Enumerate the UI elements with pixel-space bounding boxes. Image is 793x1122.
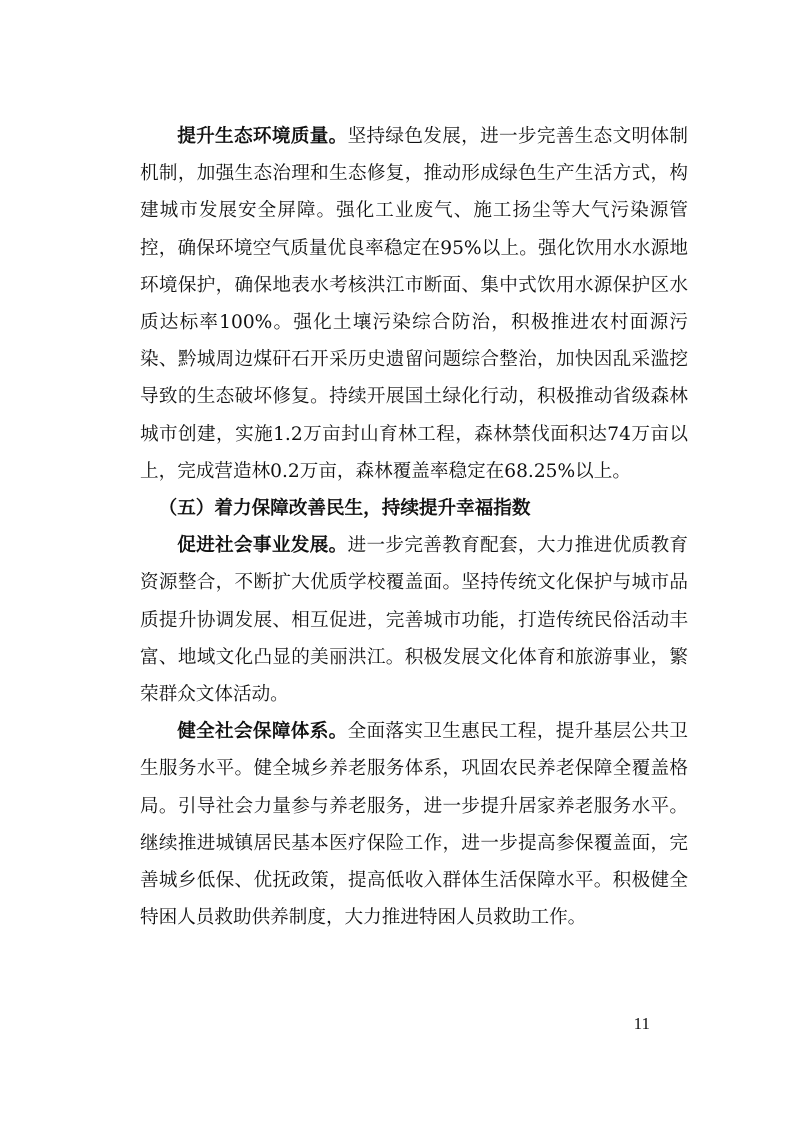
page-number: 11 (633, 1014, 650, 1033)
paragraph-social-undertakings (140, 527, 688, 713)
paragraph-lead: 健全社会保障体系。 (177, 721, 348, 743)
paragraph-social-security (140, 713, 688, 936)
paragraph-text: 全面落实卫生惠民工程，提升基层公共卫生服务水平。健全城乡养老服务体系，巩固农民养老保障全覆盖格局。引导社会力量参与养老服务，进一步提升居家养老服务水平。继续推进城镇居民基本医疗保险工作，进一步提高参保覆盖面，完善城乡低保、优抚政策，提高低收入群体生活保障水平。积极健全特困人员救助供养制度，大力推进特困人员救助工作。 (140, 721, 688, 929)
paragraph-text: 进一步完善教育配套，大力推进优质教育资源整合，不断扩大优质学校覆盖面。坚持传统文化保护与城市品质提升协调发展、相互促进，完善城市功能，打造传统民俗活动丰富、地域文化凸显的美丽洪江。积极发展文化体育和旅游事业，繁荣群众文体活动。 (140, 535, 688, 706)
paragraph-lead: 促进社会事业发展。 (177, 535, 348, 557)
body-text (140, 118, 688, 936)
paragraph-ecology (140, 118, 688, 490)
section-heading: （五）着力保障改善民生，持续提升幸福指数 (158, 498, 531, 520)
paragraph-text: 坚持绿色发展，进一步完善生态文明体制机制，加强生态治理和生态修复，推动形成绿色生产生活方式，构建城市发展安全屏障。强化工业废气、施工扬尘等大气污染源管控，确保环境空气质量优良率稳定在95%以上。强化饮用水水源地环境保护，确保地表水考核洪江市断面、集中式饮用水源保护区水质达标率100%。强化土壤污染综合防治，积极推进农村面源污染、黔城周边煤矸石开采历史遗留问题综合整治，加快因乱采滥挖导致的生态破坏修复。持续开展国土绿化行动，积极推动省级森林城市创建，实施1.2万亩封山育林工程，森林禁伐面积达74万亩以上，完成营造林0.2万亩，森林覆盖率稳定在68.25%以上。 (140, 126, 688, 482)
paragraph-lead: 提升生态环境质量。 (177, 126, 348, 147)
